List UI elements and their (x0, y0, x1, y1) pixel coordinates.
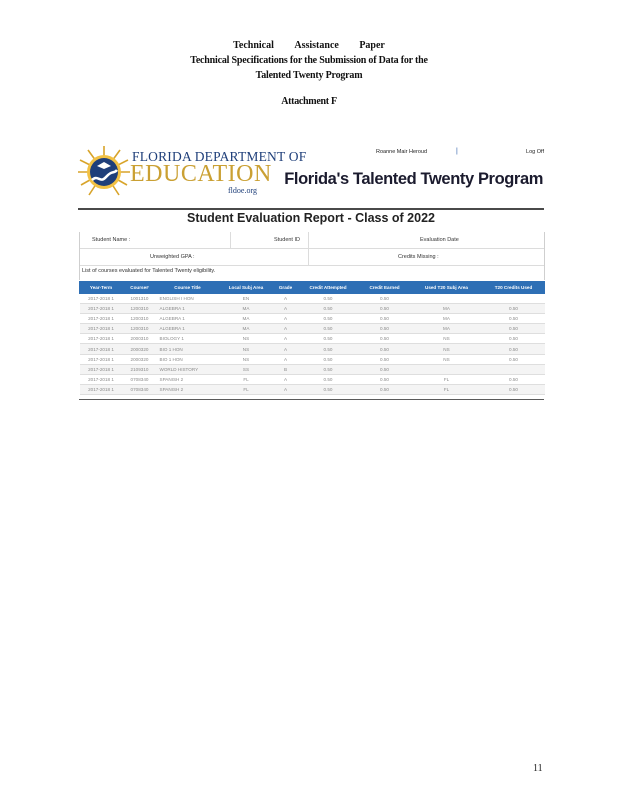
table-cell: 2017-2018 1 (80, 364, 123, 374)
table-cell: A (274, 354, 298, 364)
table-cell: 2017-2018 1 (80, 314, 123, 324)
table-cell: MA (411, 324, 483, 334)
unweighted-gpa-label: Unweighted GPA : (150, 254, 195, 260)
table-cell: 2017-2018 1 (80, 304, 123, 314)
table-cell: 0.50 (359, 294, 411, 304)
info-divider (308, 249, 309, 265)
table-cell: 0.50 (483, 334, 545, 344)
table-cell: 2017-2018 1 (80, 334, 123, 344)
table-cell: NS (219, 334, 274, 344)
table-cell: A (274, 294, 298, 304)
user-bar-separator: | (456, 148, 458, 155)
document-header (0, 38, 618, 83)
table-header-row (80, 282, 545, 294)
table-cell: 0.50 (298, 324, 359, 334)
table-cell: 0.50 (298, 334, 359, 344)
table-cell: ALGEBRA 1 (157, 304, 219, 314)
table-cell: NS (411, 354, 483, 364)
table-cell: 1200310 (123, 304, 157, 314)
header-word: Technical (233, 40, 274, 51)
table-cell: 0.50 (298, 384, 359, 394)
table-cell: FL (219, 384, 274, 394)
logo-text-education: EDUCATION (130, 161, 272, 187)
table-row (80, 344, 545, 354)
table-cell: MA (219, 314, 274, 324)
report-screenshot (78, 142, 544, 400)
student-name-label: Student Name : (92, 237, 131, 243)
logo-url: fldoe.org (228, 186, 257, 195)
column-header[interactable]: Credit Earned (359, 282, 411, 294)
table-cell: 2017-2018 1 (80, 294, 123, 304)
table-cell: FL (411, 384, 483, 394)
courses-table (79, 281, 545, 395)
table-cell (483, 364, 545, 374)
table-cell: 0.50 (298, 364, 359, 374)
table-cell: A (274, 304, 298, 314)
table-cell: 0.50 (298, 354, 359, 364)
table-cell: 0.50 (298, 374, 359, 384)
table-cell: ALGEBRA 1 (157, 324, 219, 334)
table-cell: MA (411, 304, 483, 314)
table-cell: 0.50 (359, 354, 411, 364)
table-cell: 0.50 (483, 324, 545, 334)
table-row (80, 354, 545, 364)
page-number: 11 (533, 763, 543, 774)
credits-missing-label: Credits Missing : (398, 254, 439, 260)
attachment-label: Attachment F (281, 96, 337, 107)
table-cell: 1001310 (123, 294, 157, 304)
table-cell: NS (411, 344, 483, 354)
info-divider (230, 232, 231, 248)
evaluation-date-label: Evaluation Date (420, 237, 459, 243)
column-header[interactable]: Course# (123, 282, 157, 294)
info-divider (308, 232, 309, 248)
table-cell: 1200310 (123, 314, 157, 324)
table-cell: 0.50 (359, 384, 411, 394)
table-cell: 0.50 (483, 374, 545, 384)
table-cell: A (274, 344, 298, 354)
table-cell: 2017-2018 1 (80, 344, 123, 354)
column-header[interactable]: Credit Attempted (298, 282, 359, 294)
info-row (80, 249, 544, 266)
fldoe-logo (78, 144, 307, 200)
table-cell: SPANISH 2 (157, 384, 219, 394)
logo-text-florida: FLORIDA DEPARTMENT OF (132, 149, 307, 164)
column-header[interactable]: T20 Credits Used (483, 282, 545, 294)
table-cell: SS (219, 364, 274, 374)
student-id-label: Student ID (274, 237, 300, 243)
table-cell: ALGEBRA 1 (157, 314, 219, 324)
table-cell: 0.50 (359, 374, 411, 384)
table-cell: A (274, 374, 298, 384)
table-cell: 0708340 (123, 384, 157, 394)
table-cell: BIOLOGY 1 (157, 334, 219, 344)
table-cell (411, 364, 483, 374)
info-row (80, 232, 544, 249)
table-cell: 0.50 (359, 344, 411, 354)
table-cell: NS (219, 354, 274, 364)
column-header[interactable]: Used T20 Subj Area (411, 282, 483, 294)
table-cell: 0.50 (298, 304, 359, 314)
table-cell: FL (411, 374, 483, 384)
column-header[interactable]: Year-Term (80, 282, 123, 294)
table-cell: 1200310 (123, 324, 157, 334)
table-cell: WORLD HISTORY (157, 364, 219, 374)
header-program-line: Talented Twenty Program (255, 70, 363, 81)
table-cell: 2109310 (123, 364, 157, 374)
course-list-note: List of courses evaluated for Talented Twenty eligibility. (82, 268, 216, 274)
header-subtitle: Technical Specifications for the Submission of Data for the (190, 55, 428, 66)
table-cell: 2017-2018 1 (80, 374, 123, 384)
table-cell: 0708340 (123, 374, 157, 384)
table-cell: A (274, 384, 298, 394)
table-cell: 0.50 (359, 364, 411, 374)
table-cell (483, 294, 545, 304)
table-cell: 0.50 (359, 314, 411, 324)
table-cell: 2017-2018 1 (80, 324, 123, 334)
header-word: Paper (359, 40, 385, 51)
user-name: Roanne Mair Heroud (376, 149, 428, 155)
table-row (80, 374, 545, 384)
table-row (80, 384, 545, 394)
table-cell: 0.50 (483, 304, 545, 314)
table-cell: A (274, 314, 298, 324)
table-cell: 0.50 (298, 314, 359, 324)
table-cell: A (274, 324, 298, 334)
table-cell: BIO 1 HON (157, 344, 219, 354)
table-cell: NS (219, 344, 274, 354)
table-row (80, 304, 545, 314)
table-cell: 0.50 (298, 294, 359, 304)
table-cell: MA (219, 324, 274, 334)
table-cell: FL (219, 374, 274, 384)
table-cell: 0.50 (359, 324, 411, 334)
table-row (80, 324, 545, 334)
table-cell: 2000320 (123, 344, 157, 354)
title-divider (78, 208, 544, 210)
sun-emblem-icon (78, 144, 130, 200)
table-cell (411, 294, 483, 304)
table-cell: B (274, 364, 298, 374)
table-cell: EN (219, 294, 274, 304)
table-cell: ENGLISH I HON (157, 294, 219, 304)
report-title: Student Evaluation Report - Class of 2022 (187, 211, 435, 225)
table-cell: 2017-2018 1 (80, 354, 123, 364)
table-cell: BIO 1 HON (157, 354, 219, 364)
table-bottom-rule (79, 399, 544, 400)
table-cell: 0.50 (483, 344, 545, 354)
table-row (80, 364, 545, 374)
table-cell: A (274, 334, 298, 344)
table-cell: 0.50 (483, 384, 545, 394)
log-off-link[interactable]: Log Off (526, 149, 544, 155)
table-cell: 0.50 (298, 344, 359, 354)
table-row (80, 334, 545, 344)
table-cell: 2000310 (123, 334, 157, 344)
column-header[interactable]: Grade (274, 282, 298, 294)
table-cell: NS (411, 334, 483, 344)
table-cell: 0.50 (359, 334, 411, 344)
header-word: Assistance (294, 40, 339, 51)
table-cell: 2017-2018 1 (80, 384, 123, 394)
column-header[interactable]: Local Subj Area (219, 282, 274, 294)
header-title-line (0, 38, 618, 53)
table-cell: 0.50 (359, 304, 411, 314)
table-cell: MA (219, 304, 274, 314)
column-header[interactable]: Course Title (157, 282, 219, 294)
table-cell: 0.50 (483, 314, 545, 324)
table-row (80, 294, 545, 304)
table-cell: 0.50 (483, 354, 545, 364)
table-row (80, 314, 545, 324)
table-cell: 2000320 (123, 354, 157, 364)
table-cell: SPANISH 2 (157, 374, 219, 384)
table-cell: MA (411, 314, 483, 324)
program-title: Florida's Talented Twenty Program (284, 170, 543, 188)
